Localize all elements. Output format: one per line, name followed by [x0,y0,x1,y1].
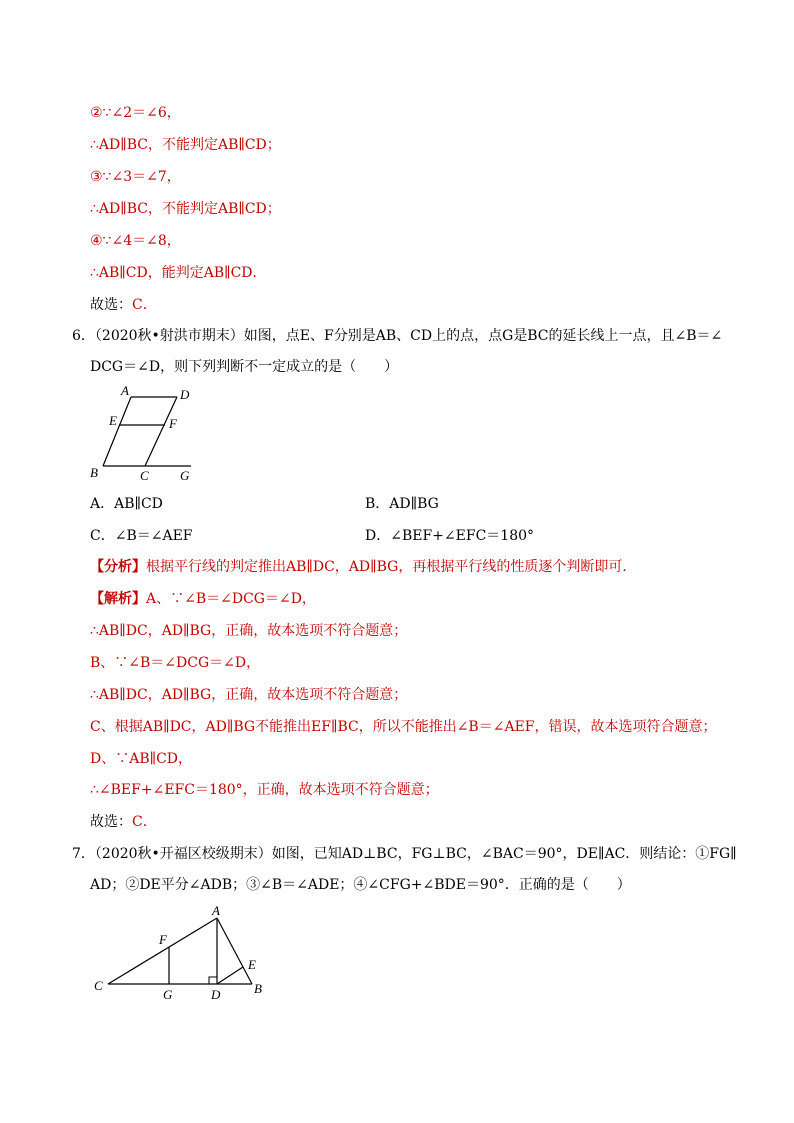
q6-figure [85,382,205,484]
prev-solution-line-2: ∴AD∥BC，不能判定AB∥CD； [90,137,281,153]
q6-label-G: G [180,468,190,483]
answer-prefix: 故选： [90,814,132,830]
q7-label-F: F [159,932,167,947]
q6-answer-line [90,812,157,832]
q7-stem-line-1 [72,844,737,864]
q6-solution-line-7: ∴∠BEF+∠EFC＝180°，正确，故本选项不符合题意； [90,782,439,798]
q6-solution-line-2: ∴AB∥DC，AD∥BG，正确，故本选项不符合题意； [90,623,408,639]
q6-solution-line-1 [90,589,316,609]
q6-solution-line-3: B、∵∠B＝∠DCG＝∠D， [90,655,261,671]
q6-option-b: B．AD∥BG [365,496,439,512]
q7-number: 7． [72,846,95,862]
q6-option-c: C．∠B＝∠AEF [90,528,193,544]
prev-solution-line-6: ∴AB∥CD，能判定AB∥CD． [90,265,267,281]
q6-label-E: E [109,413,117,428]
solution-tag: 【解析】 [90,591,146,607]
q6-label-D: D [180,387,190,402]
q7-label-C: C [94,978,103,993]
answer-prefix: 故选： [90,297,132,313]
q6-label-F: F [169,416,177,431]
q6-analysis [90,557,636,577]
q7-stem-line-2: AD；②DE平分∠ADB；③∠B＝∠ADE；④∠CFG+∠BDE＝90°．正确的是（ ） [90,877,631,893]
q7-label-B: B [254,981,262,996]
q6-label-B: B [90,465,98,480]
q7-figure [88,902,278,1002]
q6-solution-line-5: C、根据AB∥DC，AD∥BG不能推出EF∥BC，所以不能推出∠B＝∠AEF，错误，故本选项符合题意； [90,719,717,735]
q6-stem-line-1 [72,326,722,346]
answer-value: C． [132,297,157,313]
q7-stem-1: （2020秋•开福区校级期末）如图，已知AD⊥BC，FG⊥BC，∠BAC＝90°，DE∥AC．则结论：①FG∥ [94,846,737,862]
q6-solution-line-4: ∴AB∥DC，AD∥BG，正确，故本选项不符合题意； [90,687,408,703]
q6-number: 6． [72,328,95,344]
prev-answer-line [90,295,157,315]
prev-solution-line-3: ③∵∠3＝∠7， [90,169,181,185]
q7-label-G: G [163,987,173,1002]
analysis-text: 根据平行线的判定推出AB∥DC，AD∥BG，再根据平行线的性质逐个判断即可． [146,559,637,575]
q6-label-C: C [140,468,149,483]
q6-option-d: D．∠BEF+∠EFC＝180° [365,528,535,544]
q6-solution-line-6: D、∵AB∥CD， [90,751,193,767]
q6-stem-1: （2020秋•射洪市期末）如图，点E、F分别是AB、CD上的点，点G是BC的延长线上一点，且∠B＝∠ [94,328,723,344]
q6-label-A: A [121,383,129,398]
q7-label-A: A [212,903,220,918]
solution-text-1: A、∵∠B＝∠DCG＝∠D， [146,591,316,607]
q7-label-E: E [248,957,256,972]
q7-label-D: D [211,987,221,1002]
q6-stem-line-2: DCG＝∠D，则下列判断不一定成立的是（ ） [90,359,399,375]
prev-solution-line-4: ∴AD∥BC，不能判定AB∥CD； [90,201,281,217]
prev-solution-line-5: ④∵∠4＝∠8， [90,233,181,249]
prev-solution-line-1: ②∵∠2＝∠6， [90,105,181,121]
answer-value: C． [132,814,157,830]
q6-option-a: A．AB∥CD [90,496,163,512]
analysis-tag: 【分析】 [90,559,146,575]
